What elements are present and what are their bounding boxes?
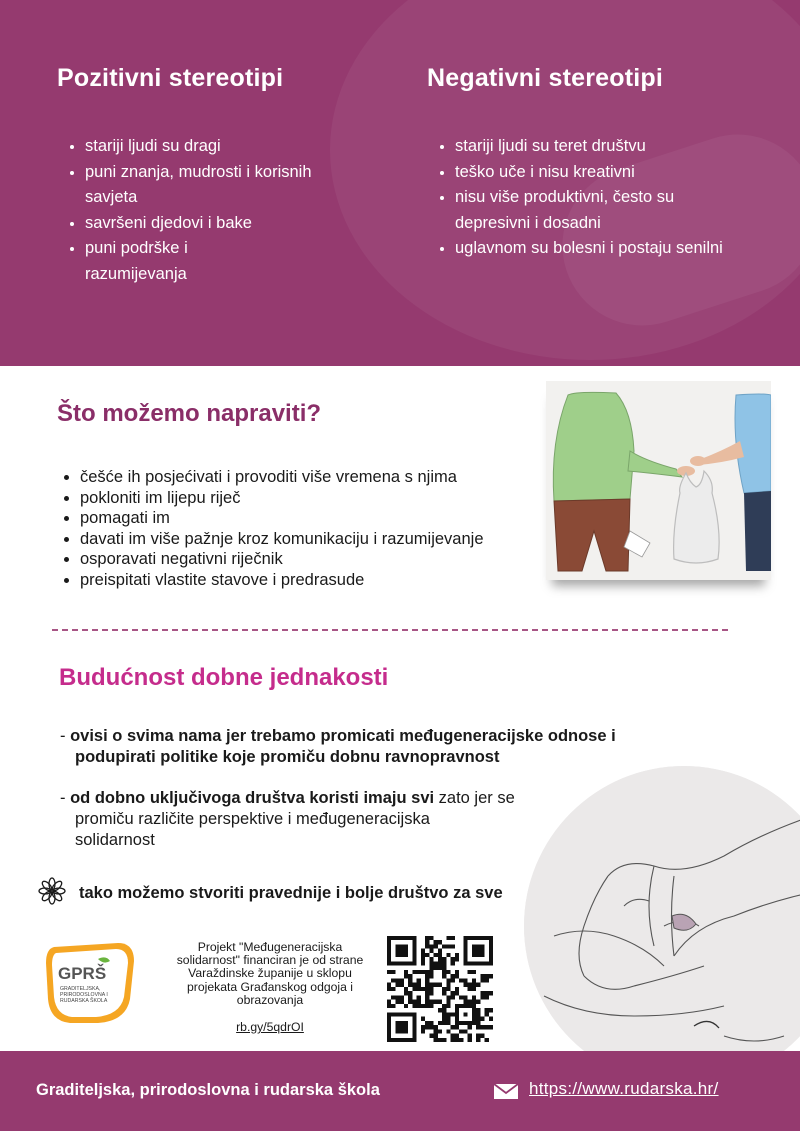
- list-item: • preispitati vlastite stavove i predrasude: [80, 570, 560, 591]
- list-item: • davati im više pažnje kroz komunikaciju i razumijevanje: [80, 529, 560, 550]
- list-item: • pokloniti im lijepu riječ: [80, 488, 560, 509]
- list-item: • puni znanja, mudrosti i korisnih savjeta: [85, 160, 325, 211]
- svg-text:RUDARSKA ŠKOLA: RUDARSKA ŠKOLA: [60, 998, 108, 1004]
- svg-text:GRADITELJSKA,: GRADITELJSKA,: [60, 986, 101, 992]
- list-item: • stariji ljudi su dragi: [85, 134, 325, 160]
- list-item: • osporavati negativni riječnik: [80, 549, 560, 570]
- school-logo: [46, 939, 134, 1023]
- qr-code[interactable]: [387, 936, 493, 1042]
- actions-title: Što možemo napraviti?: [57, 400, 322, 427]
- negative-list: [427, 134, 727, 262]
- positive-stereotypes: [57, 64, 312, 283]
- list-item: • uglavnom su bolesni i postaju senilni: [455, 236, 727, 262]
- negative-stereotypes: [427, 64, 723, 257]
- stereotypes-banner: [0, 0, 800, 366]
- closing-statement: [38, 877, 503, 910]
- project-info: [175, 941, 365, 1034]
- logo-text: GPRŠ: [58, 964, 107, 983]
- project-link[interactable]: rb.gy/5qdrOI: [236, 1020, 304, 1035]
- envelope-icon: [493, 1082, 519, 1105]
- actions-list: [57, 467, 560, 590]
- future-paragraph-2: - od dobno uključivoga društva koristi imaju svi zato jer se promiču različite perspektive i međugeneracijska solidarnost: [60, 789, 515, 849]
- list-item: • teško uče i nisu kreativni: [455, 160, 727, 186]
- list-item: • savršeni djedovi i bake: [85, 211, 325, 237]
- list-item: • stariji ljudi su teret društvu: [455, 134, 727, 160]
- flower-outline-icon: [38, 877, 66, 910]
- closing-text: tako možemo stvoriti pravednije i bolje društvo za sve: [79, 884, 503, 902]
- section-divider: [52, 629, 728, 631]
- future-title: Budućnost dobne jednakosti: [59, 664, 389, 691]
- project-text: Projekt "Međugeneracijska solidarnost" financiran je od strane Varaždinske županije u sklopu projekata Građanskog odgoja i obrazovanja: [176, 940, 364, 1007]
- footer: [0, 1051, 800, 1131]
- actions-section: [57, 400, 484, 589]
- footer-website-link[interactable]: https://www.rudarska.hr/: [529, 1079, 719, 1098]
- svg-text:PRIRODOSLOVNA I: PRIRODOSLOVNA I: [60, 992, 108, 998]
- positive-list: [57, 134, 325, 287]
- negative-title: Negativni stereotipi: [427, 64, 663, 92]
- list-item: • češće ih posjećivati i provoditi više vremena s njima: [80, 467, 560, 488]
- list-item: • nisu više produktivni, često su depresivni i dosadni: [455, 185, 727, 236]
- future-paragraph-1: - ovisi o svima nama jer trebamo promicati međugeneracijske odnose i podupirati politike koje promiču dobnu ravnopravnost: [60, 727, 616, 766]
- illustration-giving-bag: [546, 381, 771, 580]
- list-item: • pomagati im: [80, 508, 560, 529]
- footer-school-name: Graditeljska, prirodoslovna i rudarska škola: [36, 1081, 380, 1099]
- positive-title: Pozitivni stereotipi: [57, 64, 284, 92]
- list-item: • puni podrške i razumijevanja: [85, 236, 235, 287]
